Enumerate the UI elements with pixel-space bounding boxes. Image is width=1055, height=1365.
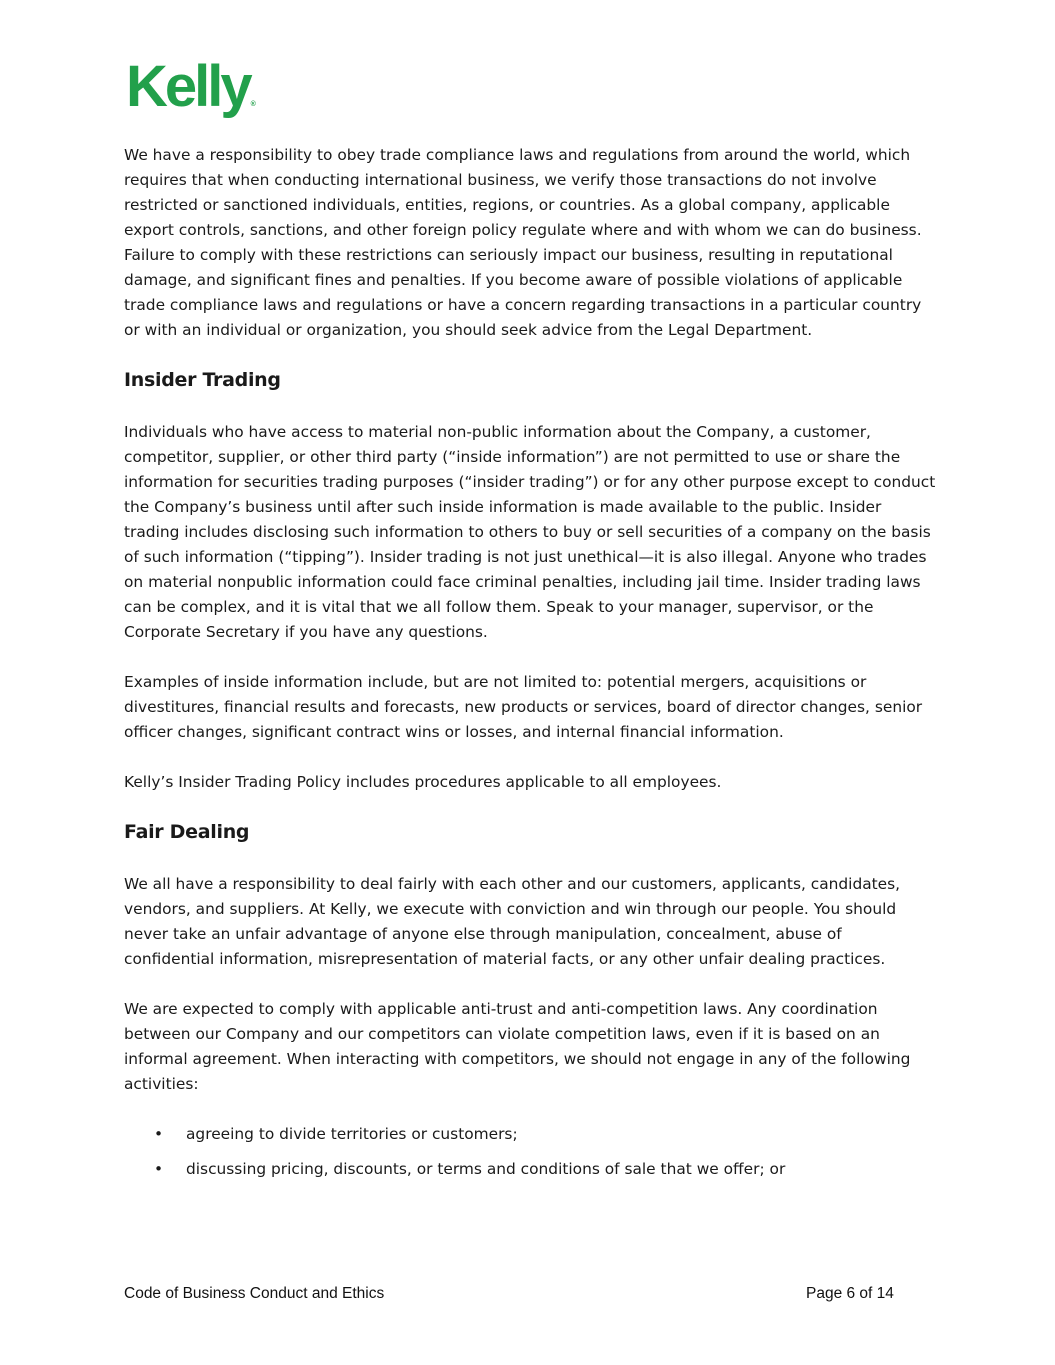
bullet-icon: • [154,1160,164,1178]
logo-text: Kelly [126,54,250,119]
prohibited-activities-list [124,1122,936,1182]
fair-dealing-heading: Fair Dealing [124,821,250,843]
kelly-logo [126,54,256,119]
footer-document-title: Code of Business Conduct and Ethics [124,1285,385,1302]
bullet-icon: • [154,1125,164,1143]
list-item [124,1122,936,1147]
inside-information-examples-paragraph: Examples of inside information include, but are not limited to: potential mergers, acquisitions or divestitures, financial results and forecasts, new products or services, board of director changes, senior officer changes, significant contract wins or losses, and internal financial information. [124,673,923,741]
insider-trading-policy-paragraph: Kelly’s Insider Trading Policy includes procedures applicable to all employees. [124,773,722,791]
footer-page-number: Page 6 of 14 [806,1285,894,1302]
list-item-text: discussing pricing, discounts, or terms and conditions of sale that we offer; or [186,1160,786,1178]
insider-trading-paragraph: Individuals who have access to material non-public information about the Company, a customer, competitor, supplier, or other third party (“inside information”) are not permitted to use or share the information for securities trading purposes (“insider trading”) or for any other purpose except to conduct the Company’s business until after such inside information is made available to the public. Insider trading includes disclosing such information to others to buy or sell securities of a company on the basis of such information (“tipping”). Insider trading is not just unethical—it is also illegal. Anyone who trades on material nonpublic information could face criminal penalties, including jail time. Insider trading laws can be complex, and it is vital that we all follow them. Speak to your manager, supervisor, or the Corporate Secretary if you have any questions. [124,423,936,641]
anti-trust-paragraph: We are expected to comply with applicable anti-trust and anti-competition laws. Any coordination between our Company and our competitors can violate competition laws, even if it is based on an informal agreement. When interacting with competitors, we should not engage in any of the following activities: [124,1000,911,1093]
list-item [124,1157,936,1182]
list-item-text: agreeing to divide territories or customers; [186,1125,518,1143]
insider-trading-heading: Insider Trading [124,369,281,391]
page-content [124,143,936,1192]
trade-compliance-paragraph: We have a responsibility to obey trade compliance laws and regulations from around the world, which requires that when conducting international business, we verify those transactions do not involve restricted or sanctioned individuals, entities, regions, or countries. As a global company, applicable export controls, sanctions, and other foreign policy regulate where and with whom we can do business. Failure to comply with these restrictions can seriously impact our business, resulting in reputational damage, and significant fines and penalties. If you become aware of possible violations of applicable trade compliance laws and regulations or have a concern regarding transactions in a particular country or with an individual or organization, you should seek advice from the Legal Department. [124,146,922,339]
fair-dealing-paragraph: We all have a responsibility to deal fairly with each other and our customers, applicants, candidates, vendors, and suppliers. At Kelly, we execute with conviction and win through our people. You should never take an unfair advantage of anyone else through manipulation, concealment, abuse of confidential information, misrepresentation of material facts, or any other unfair dealing practices. [124,875,901,968]
logo-registered-mark: ® [250,101,256,108]
